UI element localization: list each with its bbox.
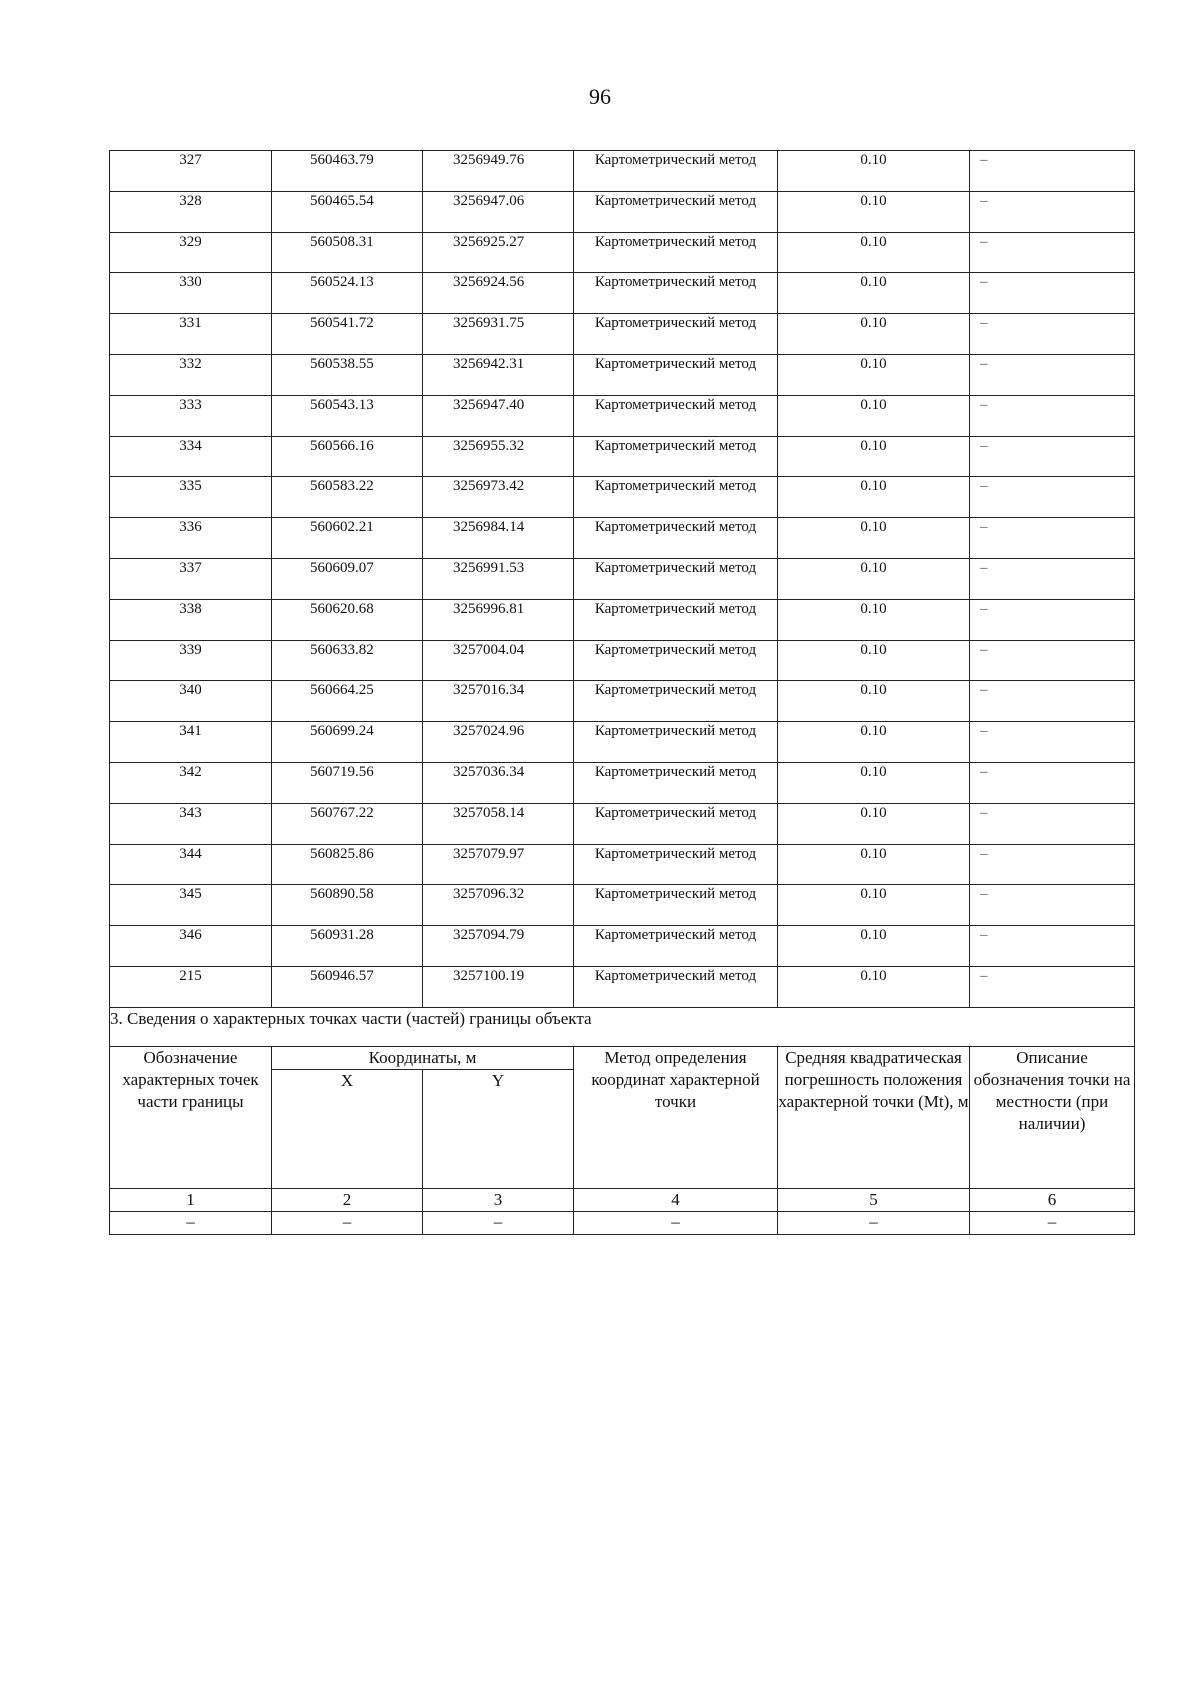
x-coordinate-cell: 560465.54 xyxy=(272,191,423,232)
y-coordinate-cell: 3256942.31 xyxy=(423,354,574,395)
table-row xyxy=(110,640,1135,681)
x-coordinate-cell: 560664.25 xyxy=(272,681,423,722)
y-coordinate-cell: 3256931.75 xyxy=(423,314,574,355)
description-cell: – xyxy=(970,558,1135,599)
column-number: 1 xyxy=(110,1188,272,1211)
method-cell: Картометрический метод xyxy=(574,314,778,355)
description-cell: – xyxy=(970,273,1135,314)
table-row xyxy=(110,232,1135,273)
method-cell: Картометрический метод xyxy=(574,681,778,722)
description-cell: – xyxy=(970,844,1135,885)
y-coordinate-cell: 3256949.76 xyxy=(423,151,574,192)
y-coordinate-cell: 3256973.42 xyxy=(423,477,574,518)
description-cell: – xyxy=(970,436,1135,477)
description-cell: – xyxy=(970,518,1135,559)
header-y: Y xyxy=(423,1069,574,1188)
x-coordinate-cell: 560699.24 xyxy=(272,722,423,763)
table-row xyxy=(110,803,1135,844)
y-coordinate-cell: 3257100.19 xyxy=(423,966,574,1007)
x-coordinate-cell: 560890.58 xyxy=(272,885,423,926)
description-cell: – xyxy=(970,599,1135,640)
boundary-points-table xyxy=(109,150,1135,1235)
method-cell: Картометрический метод xyxy=(574,354,778,395)
x-coordinate-cell: 560524.13 xyxy=(272,273,423,314)
point-number-cell: 334 xyxy=(110,436,272,477)
point-number-cell: 330 xyxy=(110,273,272,314)
method-cell: Картометрический метод xyxy=(574,395,778,436)
data-rows xyxy=(110,151,1135,1008)
column-number: 2 xyxy=(272,1188,423,1211)
error-cell: 0.10 xyxy=(778,558,970,599)
x-coordinate-cell: 560767.22 xyxy=(272,803,423,844)
y-coordinate-cell: 3257024.96 xyxy=(423,722,574,763)
method-cell: Картометрический метод xyxy=(574,599,778,640)
point-number-cell: 329 xyxy=(110,232,272,273)
point-number-cell: 343 xyxy=(110,803,272,844)
method-cell: Картометрический метод xyxy=(574,558,778,599)
point-number-cell: 339 xyxy=(110,640,272,681)
error-cell: 0.10 xyxy=(778,803,970,844)
error-cell: 0.10 xyxy=(778,966,970,1007)
table-row xyxy=(110,558,1135,599)
method-cell: Картометрический метод xyxy=(574,722,778,763)
header-coordinates: Координаты, м xyxy=(272,1046,574,1069)
header-designation: Обозначение характерных точек части границы xyxy=(110,1046,272,1188)
y-coordinate-cell: 3256947.40 xyxy=(423,395,574,436)
empty-cell: – xyxy=(110,1211,272,1234)
column-number: 5 xyxy=(778,1188,970,1211)
description-cell: – xyxy=(970,232,1135,273)
table-row xyxy=(110,354,1135,395)
description-cell: – xyxy=(970,762,1135,803)
error-cell: 0.10 xyxy=(778,762,970,803)
table-row xyxy=(110,926,1135,967)
x-coordinate-cell: 560463.79 xyxy=(272,151,423,192)
x-coordinate-cell: 560719.56 xyxy=(272,762,423,803)
section-3-title: 3. Сведения о характерных точках части (частей) границы объекта xyxy=(110,1007,1135,1046)
y-coordinate-cell: 3256991.53 xyxy=(423,558,574,599)
method-cell: Картометрический метод xyxy=(574,191,778,232)
point-number-cell: 342 xyxy=(110,762,272,803)
method-cell: Картометрический метод xyxy=(574,477,778,518)
error-cell: 0.10 xyxy=(778,599,970,640)
y-coordinate-cell: 3256947.06 xyxy=(423,191,574,232)
description-cell: – xyxy=(970,477,1135,518)
column-number: 4 xyxy=(574,1188,778,1211)
error-cell: 0.10 xyxy=(778,681,970,722)
header-error: Средняя квадратическая погрешность положения характерной точки (Mt), м xyxy=(778,1046,970,1188)
x-coordinate-cell: 560946.57 xyxy=(272,966,423,1007)
point-number-cell: 332 xyxy=(110,354,272,395)
point-number-cell: 338 xyxy=(110,599,272,640)
description-cell: – xyxy=(970,640,1135,681)
y-coordinate-cell: 3256925.27 xyxy=(423,232,574,273)
point-number-cell: 346 xyxy=(110,926,272,967)
error-cell: 0.10 xyxy=(778,885,970,926)
x-coordinate-cell: 560583.22 xyxy=(272,477,423,518)
table-row xyxy=(110,681,1135,722)
error-cell: 0.10 xyxy=(778,395,970,436)
error-cell: 0.10 xyxy=(778,191,970,232)
empty-cell: – xyxy=(423,1211,574,1234)
error-cell: 0.10 xyxy=(778,926,970,967)
y-coordinate-cell: 3256996.81 xyxy=(423,599,574,640)
table-row xyxy=(110,191,1135,232)
point-number-cell: 328 xyxy=(110,191,272,232)
x-coordinate-cell: 560825.86 xyxy=(272,844,423,885)
y-coordinate-cell: 3256984.14 xyxy=(423,518,574,559)
table-row xyxy=(110,966,1135,1007)
method-cell: Картометрический метод xyxy=(574,885,778,926)
error-cell: 0.10 xyxy=(778,273,970,314)
point-number-cell: 336 xyxy=(110,518,272,559)
table-row xyxy=(110,436,1135,477)
x-coordinate-cell: 560633.82 xyxy=(272,640,423,681)
point-number-cell: 333 xyxy=(110,395,272,436)
description-cell: – xyxy=(970,681,1135,722)
x-coordinate-cell: 560609.07 xyxy=(272,558,423,599)
x-coordinate-cell: 560620.68 xyxy=(272,599,423,640)
page-number: 96 xyxy=(589,84,611,109)
column-number: 3 xyxy=(423,1188,574,1211)
empty-cell: – xyxy=(778,1211,970,1234)
header-description: Описание обозначения точки на местности (при наличии) xyxy=(970,1046,1135,1188)
table-row xyxy=(110,314,1135,355)
y-coordinate-cell: 3257016.34 xyxy=(423,681,574,722)
point-number-cell: 327 xyxy=(110,151,272,192)
method-cell: Картометрический метод xyxy=(574,926,778,967)
error-cell: 0.10 xyxy=(778,314,970,355)
error-cell: 0.10 xyxy=(778,518,970,559)
x-coordinate-cell: 560566.16 xyxy=(272,436,423,477)
y-coordinate-cell: 3257096.32 xyxy=(423,885,574,926)
empty-cell: – xyxy=(574,1211,778,1234)
x-coordinate-cell: 560602.21 xyxy=(272,518,423,559)
description-cell: – xyxy=(970,722,1135,763)
point-number-cell: 215 xyxy=(110,966,272,1007)
error-cell: 0.10 xyxy=(778,151,970,192)
error-cell: 0.10 xyxy=(778,477,970,518)
x-coordinate-cell: 560508.31 xyxy=(272,232,423,273)
point-number-cell: 331 xyxy=(110,314,272,355)
table-row xyxy=(110,762,1135,803)
column-number: 6 xyxy=(970,1188,1135,1211)
description-cell: – xyxy=(970,966,1135,1007)
description-cell: – xyxy=(970,354,1135,395)
y-coordinate-cell: 3256955.32 xyxy=(423,436,574,477)
error-cell: 0.10 xyxy=(778,640,970,681)
method-cell: Картометрический метод xyxy=(574,436,778,477)
method-cell: Картометрический метод xyxy=(574,232,778,273)
description-cell: – xyxy=(970,926,1135,967)
x-coordinate-cell: 560931.28 xyxy=(272,926,423,967)
method-cell: Картометрический метод xyxy=(574,844,778,885)
point-number-cell: 337 xyxy=(110,558,272,599)
error-cell: 0.10 xyxy=(778,232,970,273)
point-number-cell: 345 xyxy=(110,885,272,926)
y-coordinate-cell: 3257004.04 xyxy=(423,640,574,681)
section-3-title-row xyxy=(110,1007,1135,1046)
y-coordinate-cell: 3257036.34 xyxy=(423,762,574,803)
table-row xyxy=(110,273,1135,314)
table-row xyxy=(110,885,1135,926)
x-coordinate-cell: 560541.72 xyxy=(272,314,423,355)
header-method: Метод определения координат характерной точки xyxy=(574,1046,778,1188)
table-row xyxy=(110,395,1135,436)
method-cell: Картометрический метод xyxy=(574,151,778,192)
empty-cell: – xyxy=(272,1211,423,1234)
description-cell: – xyxy=(970,803,1135,844)
column-numbers-row xyxy=(110,1188,1135,1211)
description-cell: – xyxy=(970,191,1135,232)
method-cell: Картометрический метод xyxy=(574,966,778,1007)
error-cell: 0.10 xyxy=(778,844,970,885)
description-cell: – xyxy=(970,885,1135,926)
point-number-cell: 344 xyxy=(110,844,272,885)
point-number-cell: 335 xyxy=(110,477,272,518)
empty-cell: – xyxy=(970,1211,1135,1234)
table-row xyxy=(110,722,1135,763)
method-cell: Картометрический метод xyxy=(574,518,778,559)
method-cell: Картометрический метод xyxy=(574,803,778,844)
y-coordinate-cell: 3257094.79 xyxy=(423,926,574,967)
x-coordinate-cell: 560538.55 xyxy=(272,354,423,395)
method-cell: Картометрический метод xyxy=(574,640,778,681)
header-x: X xyxy=(272,1069,423,1188)
description-cell: – xyxy=(970,151,1135,192)
table-row xyxy=(110,599,1135,640)
table-row xyxy=(110,151,1135,192)
y-coordinate-cell: 3257058.14 xyxy=(423,803,574,844)
table-row xyxy=(110,518,1135,559)
description-cell: – xyxy=(970,314,1135,355)
y-coordinate-cell: 3256924.56 xyxy=(423,273,574,314)
error-cell: 0.10 xyxy=(778,436,970,477)
table-row xyxy=(110,844,1135,885)
description-cell: – xyxy=(970,395,1135,436)
empty-data-row xyxy=(110,1211,1135,1234)
method-cell: Картометрический метод xyxy=(574,762,778,803)
y-coordinate-cell: 3257079.97 xyxy=(423,844,574,885)
section-3-header-row xyxy=(110,1046,1135,1069)
table-row xyxy=(110,477,1135,518)
method-cell: Картометрический метод xyxy=(574,273,778,314)
point-number-cell: 341 xyxy=(110,722,272,763)
error-cell: 0.10 xyxy=(778,354,970,395)
point-number-cell: 340 xyxy=(110,681,272,722)
error-cell: 0.10 xyxy=(778,722,970,763)
x-coordinate-cell: 560543.13 xyxy=(272,395,423,436)
